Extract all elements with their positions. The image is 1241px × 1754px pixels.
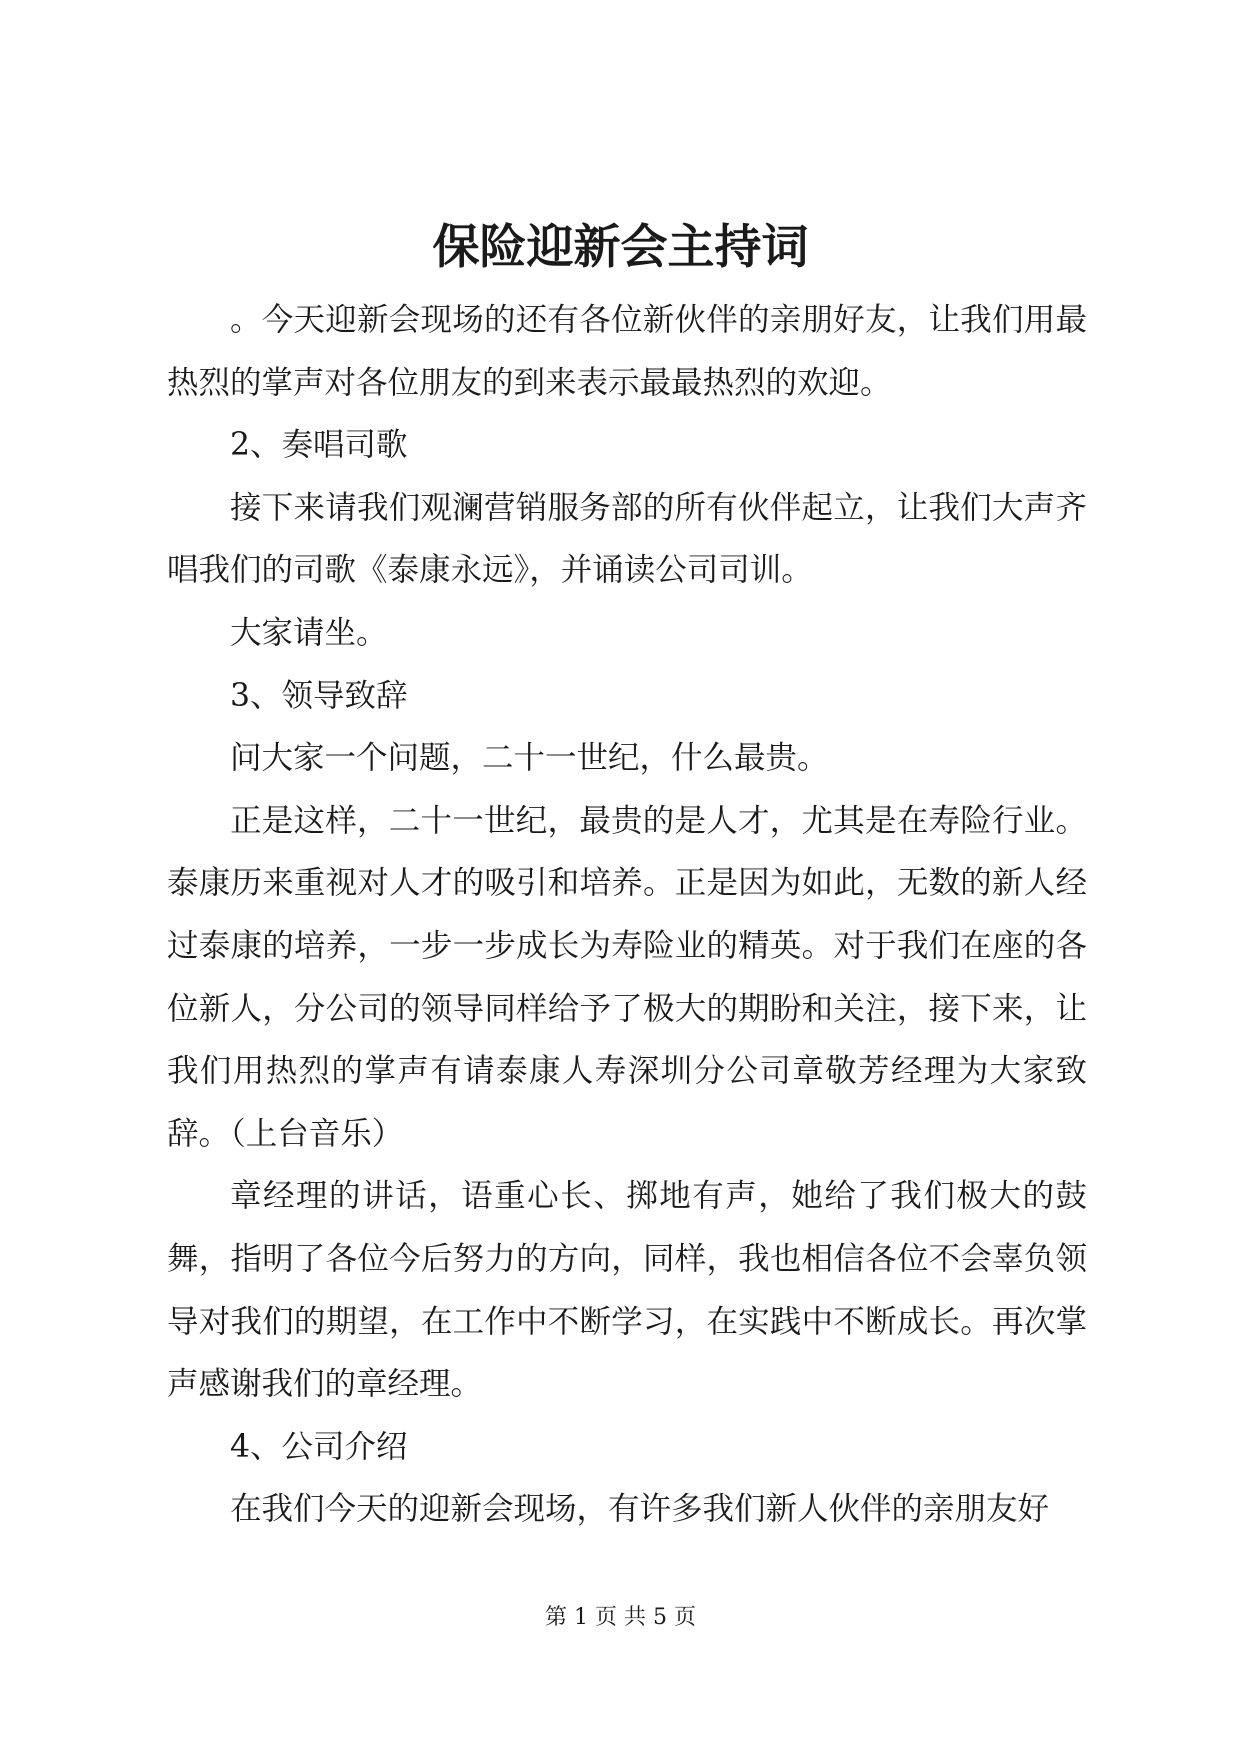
paragraph: 问大家一个问题，二十一世纪，什么最贵。	[230, 740, 829, 777]
paragraph: 在我们今天的迎新会现场，有许多我们新人伙伴的亲朋友好	[230, 1491, 1050, 1528]
section-heading: 2、奏唱司歌	[230, 427, 408, 464]
section-heading: 4、公司介绍	[230, 1428, 408, 1465]
paragraph: 正是这样，二十一世纪，最贵的是人才，尤其是在寿险行业。泰康历来重视对人才的吸引和培养。正是因为如此，无数的新人经过泰康的培养，一步一步成长为寿险业的精英。对于我们在座的各位新人，分公司的领导同样给予了极大的期盼和关注，接下来，让我们用热烈的掌声有请泰康人寿深圳分公司章敬芳经理为大家致辞。（上台音乐）	[167, 802, 1087, 1152]
document-title: 保险迎新会主持词	[432, 220, 809, 275]
page-number-footer: 第 1 页 共 5 页	[545, 1605, 696, 1630]
paragraph: 大家请坐。	[230, 614, 388, 651]
paragraph: 接下来请我们观澜营销服务部的所有伙伴起立，让我们大声齐唱我们的司歌《泰康永远》，并诵读公司司训。	[167, 489, 1087, 589]
paragraph: 章经理的讲话，语重心长、掷地有声，她给了我们极大的鼓舞，指明了各位今后努力的方向，同样，我也相信各位不会辜负领导对我们的期望，在工作中不断学习，在实践中不断成长。再次掌声感谢我们的章经理。	[167, 1178, 1087, 1403]
paragraph: 。今天迎新会现场的还有各位新伙伴的亲朋好友，让我们用最热烈的掌声对各位朋友的到来表示最最热烈的欢迎。	[167, 302, 1087, 401]
section-heading: 3、领导致辞	[230, 677, 408, 714]
document-body	[167, 289, 1087, 1541]
